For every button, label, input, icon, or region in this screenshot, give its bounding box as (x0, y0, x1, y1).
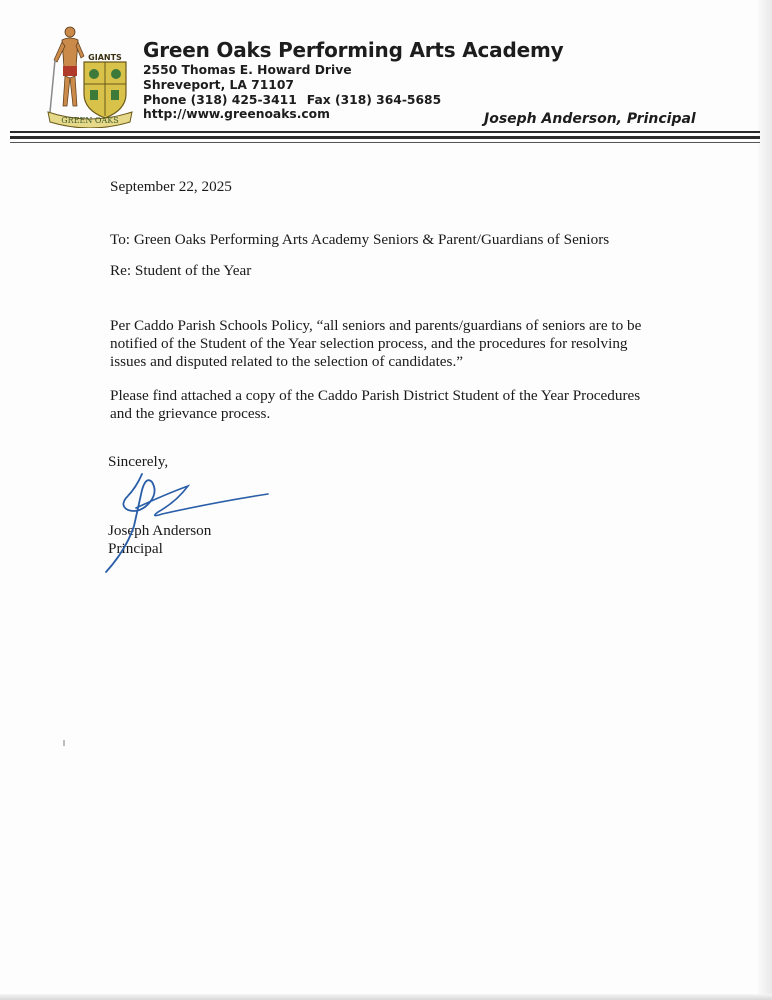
address-street: 2550 Thomas E. Howard Drive (143, 63, 352, 77)
letterhead-principal: Joseph Anderson, Principal (484, 111, 696, 127)
policy-paragraph (110, 317, 641, 371)
school-name: Green Oaks Performing Arts Academy (143, 38, 564, 62)
paragraph-line: and the grievance process. (110, 405, 271, 422)
paragraph-line: Per Caddo Parish Schools Policy, “all seniors and parents/guardians of seniors are to be (110, 317, 642, 334)
paragraph-line: issues and disputed related to the selection of candidates.” (110, 353, 463, 370)
letter-recipients: To: Green Oaks Performing Arts Academy Seniors & Parent/Guardians of Seniors (110, 231, 610, 248)
phone-number: Phone (318) 425-3411 (143, 93, 297, 107)
letter-date: September 22, 2025 (110, 178, 232, 195)
header-rule-top (10, 131, 760, 133)
signer-title: Principal (108, 540, 163, 557)
contact-numbers (143, 93, 441, 107)
header-rule-bottom (10, 142, 760, 143)
scan-edge-right (758, 0, 772, 1000)
paragraph-line: Please find attached a copy of the Caddo Parish District Student of the Year Procedures (110, 387, 641, 404)
header-rule-middle (10, 136, 760, 139)
attachment-paragraph (110, 387, 640, 423)
svg-text:GREEN OAKS: GREEN OAKS (61, 116, 119, 125)
address-city: Shreveport, LA 71107 (143, 78, 294, 92)
paragraph-line: notified of the Student of the Year selection process, and the procedures for resolving (110, 335, 628, 352)
fax-number: Fax (318) 364-5685 (306, 93, 442, 107)
svg-text:GIANTS: GIANTS (88, 53, 122, 62)
scan-speck (63, 740, 65, 746)
handwritten-signature (96, 468, 276, 578)
signer-name: Joseph Anderson (108, 522, 212, 539)
school-crest-logo (46, 22, 134, 128)
closing: Sincerely, (108, 453, 169, 470)
website-link[interactable]: http://www.greenoaks.com (143, 107, 330, 121)
scan-edge-bottom (0, 994, 772, 1000)
letter-subject: Re: Student of the Year (110, 262, 252, 279)
